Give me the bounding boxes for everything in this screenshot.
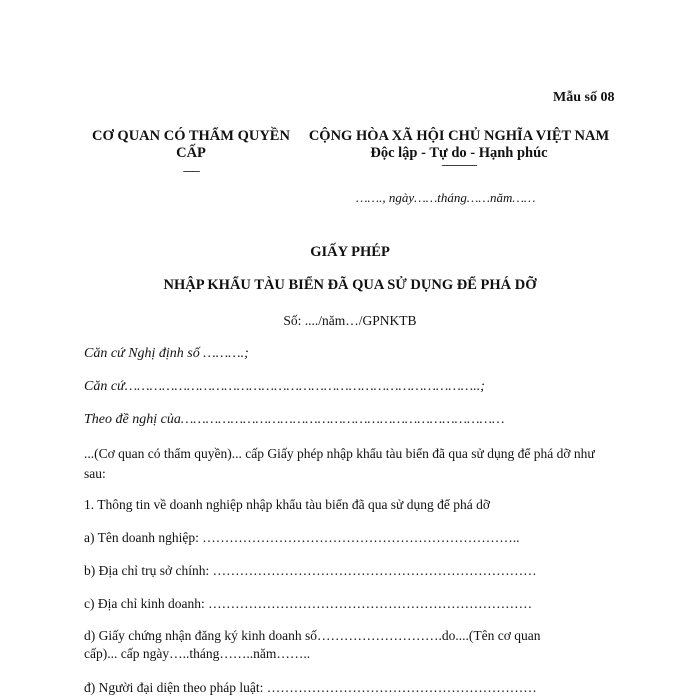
basis-other: Căn cứ…………………………………………………………………………..; xyxy=(84,379,485,394)
issuing-agency xyxy=(84,128,298,179)
document-title: GIẤY PHÉP xyxy=(310,244,390,260)
intro-paragraph: ...(Cơ quan có thẩm quyền)... cấp Giấy phép nhập khẩu tàu biển đã qua sử dụng để phá dỡ như sau: xyxy=(84,446,595,481)
document-subtitle: NHẬP KHẨU TÀU BIỂN ĐÃ QUA SỬ DỤNG ĐỂ PHÁ DỠ xyxy=(163,277,537,293)
agency-rule: ------- xyxy=(182,166,200,177)
agency-line-1: CƠ QUAN CÓ THẨM QUYỀN xyxy=(92,128,290,144)
basis-proposal: Theo đề nghị của…………………………………………………………………… xyxy=(84,412,505,427)
item-company-name: a) Tên doanh nghiệp: …………………………………………………………….. xyxy=(84,530,520,545)
form-number: Mẫu số 08 xyxy=(553,90,615,105)
nation-name: CỘNG HÒA XÃ HỘI CHỦ NGHĨA VIỆT NAM xyxy=(308,128,610,144)
date-line: ……., ngày……tháng……năm…… xyxy=(356,190,536,205)
motto-rule: --------------- xyxy=(441,160,477,171)
item-business-registration-cont: cấp)... cấp ngày…..tháng……..năm…….. xyxy=(84,646,311,661)
agency-line-2: CẤP xyxy=(176,145,206,161)
basis-decree: Căn cứ Nghị định số ……….; xyxy=(84,346,249,361)
item-legal-representative: đ) Người đại diện theo pháp luật: …………………………………………………… xyxy=(84,680,537,695)
item-head-office: b) Địa chỉ trụ sở chính: ……………………………………………………………… xyxy=(84,563,537,578)
item-business-address: c) Địa chỉ kinh doanh: ……………………………………………………………… xyxy=(84,596,533,611)
motto: Độc lập - Tự do - Hạnh phúc xyxy=(370,145,548,161)
section-1-heading: 1. Thông tin về doanh nghiệp nhập khẩu tàu biển đã qua sử dụng để phá dỡ xyxy=(84,497,491,512)
item-business-registration: d) Giấy chứng nhận đăng ký kinh doanh số……………………….do....(Tên cơ quan xyxy=(84,628,541,643)
permit-number: Số: ..../năm…/GPNKTB xyxy=(283,313,417,328)
national-header xyxy=(305,128,613,170)
